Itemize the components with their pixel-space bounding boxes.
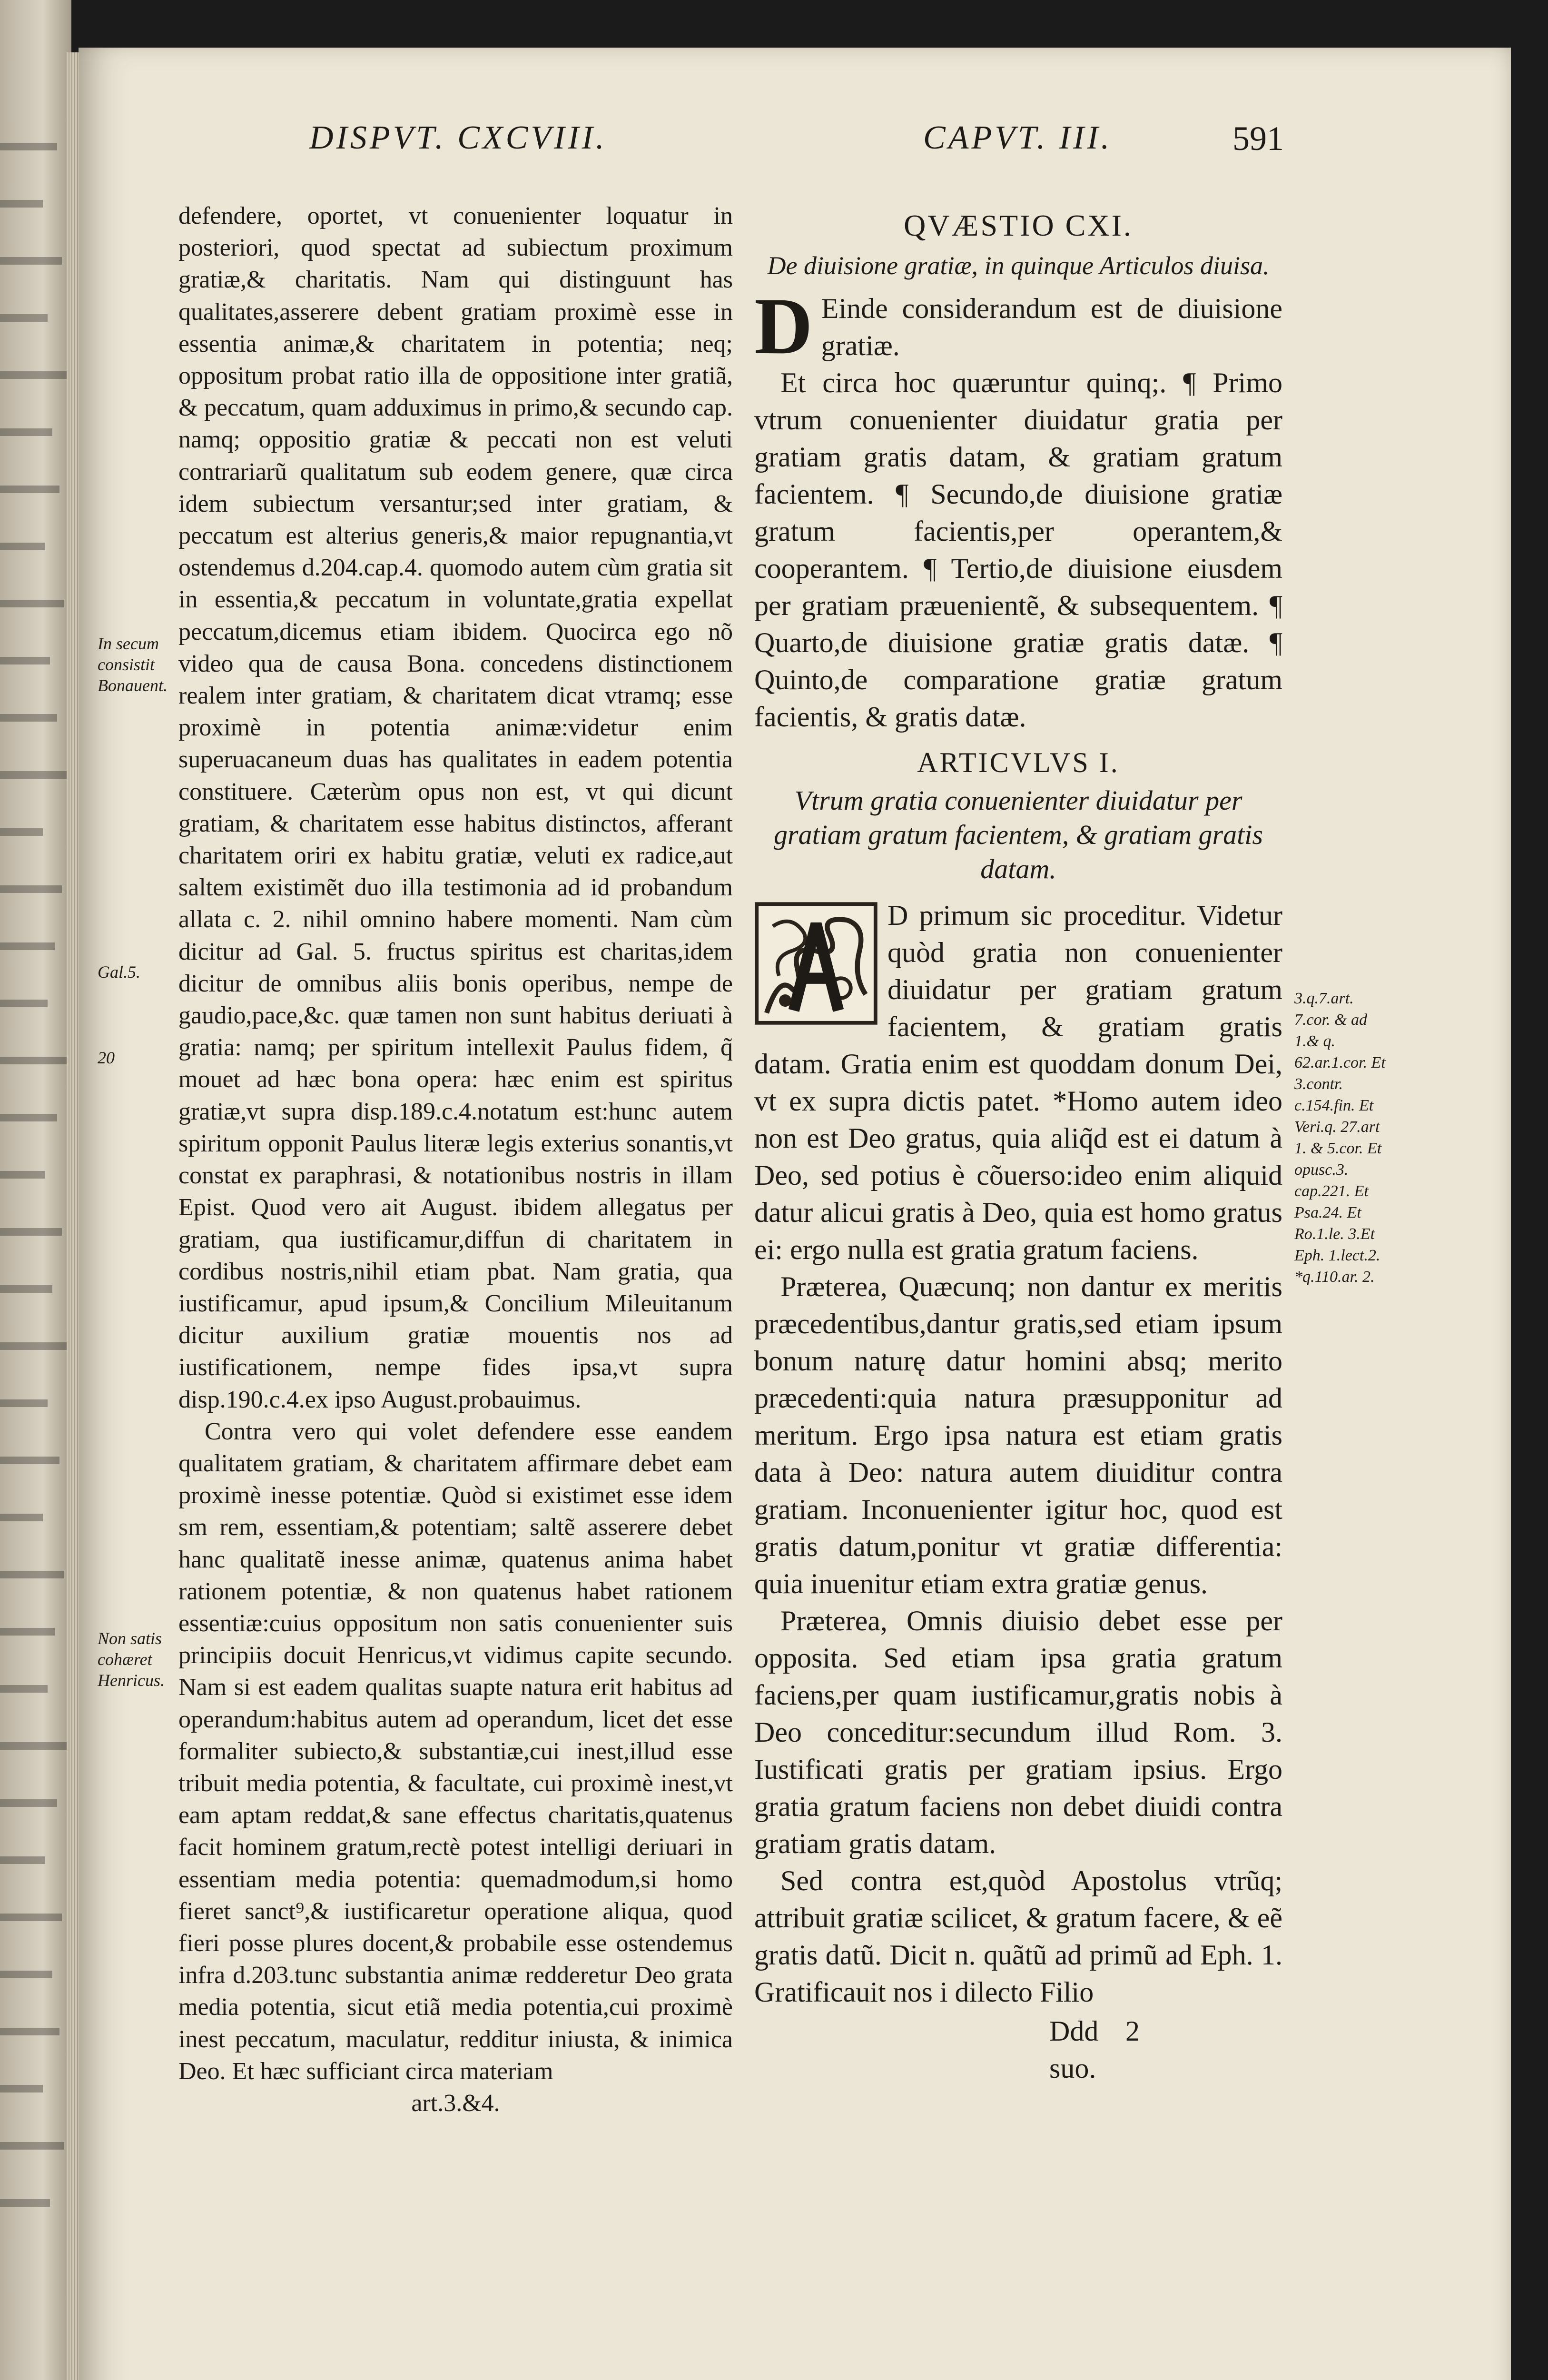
article-paragraph-4: Sed contra est,quòd Apostolus vtrũq; attribuit gratiæ scilicet, & gratum facere, & eẽ gratis datũ. Dicit n. quãtũ ad primũ ad Eph. 1. Gratificauit nos i dilecto Filio [754, 1865, 1282, 2008]
question-title: QVÆSTIO CXI. [904, 208, 1133, 242]
running-head-left: DISPVT. CXCVIII. [309, 119, 607, 156]
article-subtitle: Vtrum gratia conuenienter diuidatur per gratiam gratum facientem, & gratiam gratis datam. [774, 785, 1263, 885]
left-column [178, 200, 733, 2119]
catchword: suo. [1049, 2053, 1096, 2084]
left-margin-note-1: In secum consistit Bonauent. [98, 634, 168, 695]
left-margin-note-2: Gal.5. [98, 962, 140, 982]
signature-mark: Ddd 2 [1049, 2015, 1140, 2047]
running-head-right: CAPVT. III. [923, 119, 1113, 156]
article-paragraph-2: Præterea, Quæcunq; non dantur ex meritis præcedentibus,dantur gratis,sed etiam ipsum bonum naturę datur homini absq; merito præcedenti:quia natura præsupponitur ad meritum. Ergo ipsa natura est etiam gratis data à Deo: natura autem diuiditur contra gratiam. Inconuenienter igitur hoc, quod est gratis datum,ponitur vt gratiæ differentia: quia inuenitur etiam extra gratiæ genus. [754, 1271, 1282, 1600]
article-title: ARTICVLVS I. [917, 747, 1120, 779]
question-list-paragraph: Et circa hoc quæruntur quinq;. ¶ Primo vtrum conuenienter diuidatur gratia per gratiam gratis datam, & gratiam gratum facientem. ¶ Secundo,de diuisione gratiæ gratum facientis,per operantem,& cooperantem. ¶ Tertio,de diuisione eiusdem per gratiam præuenientẽ, & subsequentem. ¶ Quarto,de diuisione gratiæ gratis datæ. ¶ Quinto,de comparatione gratiæ gratum facientis, & gratis datæ. [754, 367, 1282, 733]
left-margin-note-4: Non satis cohæret Henricus. [98, 1629, 165, 1690]
page-number: 591 [1232, 119, 1284, 158]
right-margin-note: 3.q.7.art. 7.cor. & ad 1.& q. 62.ar.1.cor. Et 3.contr. c.154.fin. Et Veri.q. 27.art 1. & 5.cor. Et opusc.3. cap.221. Et Psa.24. Et Ro.1.le. 3.Et Eph. 1.lect.2. *q.110.ar. 2. [1294, 990, 1386, 1286]
drop-capital: D [754, 281, 813, 371]
article-paragraph-1: D primum sic proceditur. Videtur quòd gratia non conuenienter diuidatur per gratiam gratum facientem, & gratiam gratis datam. Gratia enim est quoddam donum Dei, vt ex supra dictis patet. *Homo autem ideo non est Deo gratus, quia aliq̃d est ei datum à Deo, sed potius è cõuerso:ideo enim aliquid datur alicui gratis à Deo, quia est homo gratus ei: ergo nulla est gratia gratum faciens. [754, 900, 1282, 1266]
left-paragraph-2: Contra vero qui volet defendere esse eandem qualitatem gratiam, & charitatem affirmare debet eam proximè inesse potentiæ. Quòd si existimet esse idem sm rem, essentiam,& potentiam; saltẽ asserere debet hanc qualitatẽ inesse animæ, quatenus anima habet rationem potentiæ, & non quatenus habet rationem essentiæ:cuius oppositum non satis conuenienter suis principiis docuit Henricus,vt vidimus capite secundo. Nam si est eadem qualitas suapte natura erit habitus ad operandum:habitus autem ad operandum, licet det esse formaliter subiecto,& substantiæ,cui inest,illud esse tribuit media potentia, & facultate, cui proximè inest,vt eam aptam reddat,& sane effectus charitatis,quatenus facit hominem gratum,rectè potest intelligi deriuari in essentiam media potentia: quemadmodum,si homo fieret sanct⁹,& iustificaretur operatione aliqua, quod fieri posse plures docent,& probabile esse ostendemus infra d.203.tunc substantia animæ redderetur Deo grata media potentia, sicut etiã media potentia,cui proximè inest peccatum, maculatur, redditur iniusta, & inimica Deo. Et hæc sufficiant circa materiam [178, 1418, 733, 2085]
previous-page-fragment [0, 0, 71, 2380]
left-closing-reference: art.3.&4. [411, 2089, 500, 2117]
ornamental-initial-a [754, 902, 878, 1025]
left-margin-note-3: 20 [98, 1048, 115, 1067]
question-intro [754, 281, 1282, 371]
article-paragraph-3: Præterea, Omnis diuisio debet esse per opposita. Sed etiam ipsa gratia gratum faciens,per quam iustificamur,gratis nobis à Deo conceditur:secundum illud Rom. 3. Iustificati gratis per gratiam ipsius. Ergo gratia gratum faciens non debet diuidi contra gratiam gratis datam. [754, 1605, 1282, 1860]
right-column [754, 209, 1282, 2087]
signature-line [754, 2013, 1282, 2087]
left-paragraph-1: defendere, oportet, vt conuenienter loquatur in posteriori, quod spectat ad subiectum proximum gratiæ,& charitatis. Nam qui distinguunt has qualitates,asserere debent gratiam proximè esse in essentia animæ,& charitatem in potentia; neq; oppositum probat ratio illa de oppositione inter gratiã, & peccatum, quam adduximus in primo,& secundo cap. namq; oppositio gratiæ & peccati non est veluti contrariarũ qualitatum sub eodem genere, quæ circa idem subiectum versantur;sed inter gratiam, & peccatum est alterius generis,& maior repugnantia,vt ostendemus d.204.cap.4. quomodo autem cùm gratia sit in essentia,& peccatum in voluntate,gratia expellat peccatum,dicemus etiam ibidem. Quocirca ego nõ video qua de causa Bona. concedens distinctionem realem inter gratiam, & charitatem dicat vtramq; esse proximè in potentia animæ:videtur enim superuacaneum duas has qualitates in eadem potentia constituere. Cæterùm opus non est, vt qui dicunt gratiam, & charitatem esse habitus distinctos, afferant charitatem oriri ex habitu gratiæ, veluti ex radice,aut saltem existimẽt duo illa testimonia ad id probandum allata c. 2. nihil omnino habere momenti. Nam cùm dicitur ad Gal. 5. fructus spiritus est charitas,idem dicitur de omnibus aliis bonis operibus, nempe de gaudio,pace,&c. quæ tamen non sunt habitus deriuati à gratia: namq; per spiritum intellexit Paulus fidem, q̃ mouet ad hæc bona opera: hæc enim est spiritus gratiæ,vt supra disp.189.c.4.notatum est:hunc autem spiritum opponit Paulus literæ legis exterius sonantis,vt constat ex paraphrasi, & notationibus nostris in illam Epist. Quod vero ait August. ibidem allegatus per gratiam, qua iustificamur,diffun di charitatem in cordibus nostris,nihil etiam pbat. Nam gratia, qua iustificamur, apud ipsum,& Concilium Mileuitanum dicitur auxilium gratiæ mouentis nos ad iustificationem, nempe fides ipsa,vt supra disp.190.c.4.ex ipso August.probauimus. [178, 202, 733, 1413]
question-subtitle: De diuisione gratiæ, in quinque Articulos diuisa. [767, 251, 1270, 280]
question-intro-text: Einde considerandum est de diuisione gratiæ. [821, 293, 1282, 362]
